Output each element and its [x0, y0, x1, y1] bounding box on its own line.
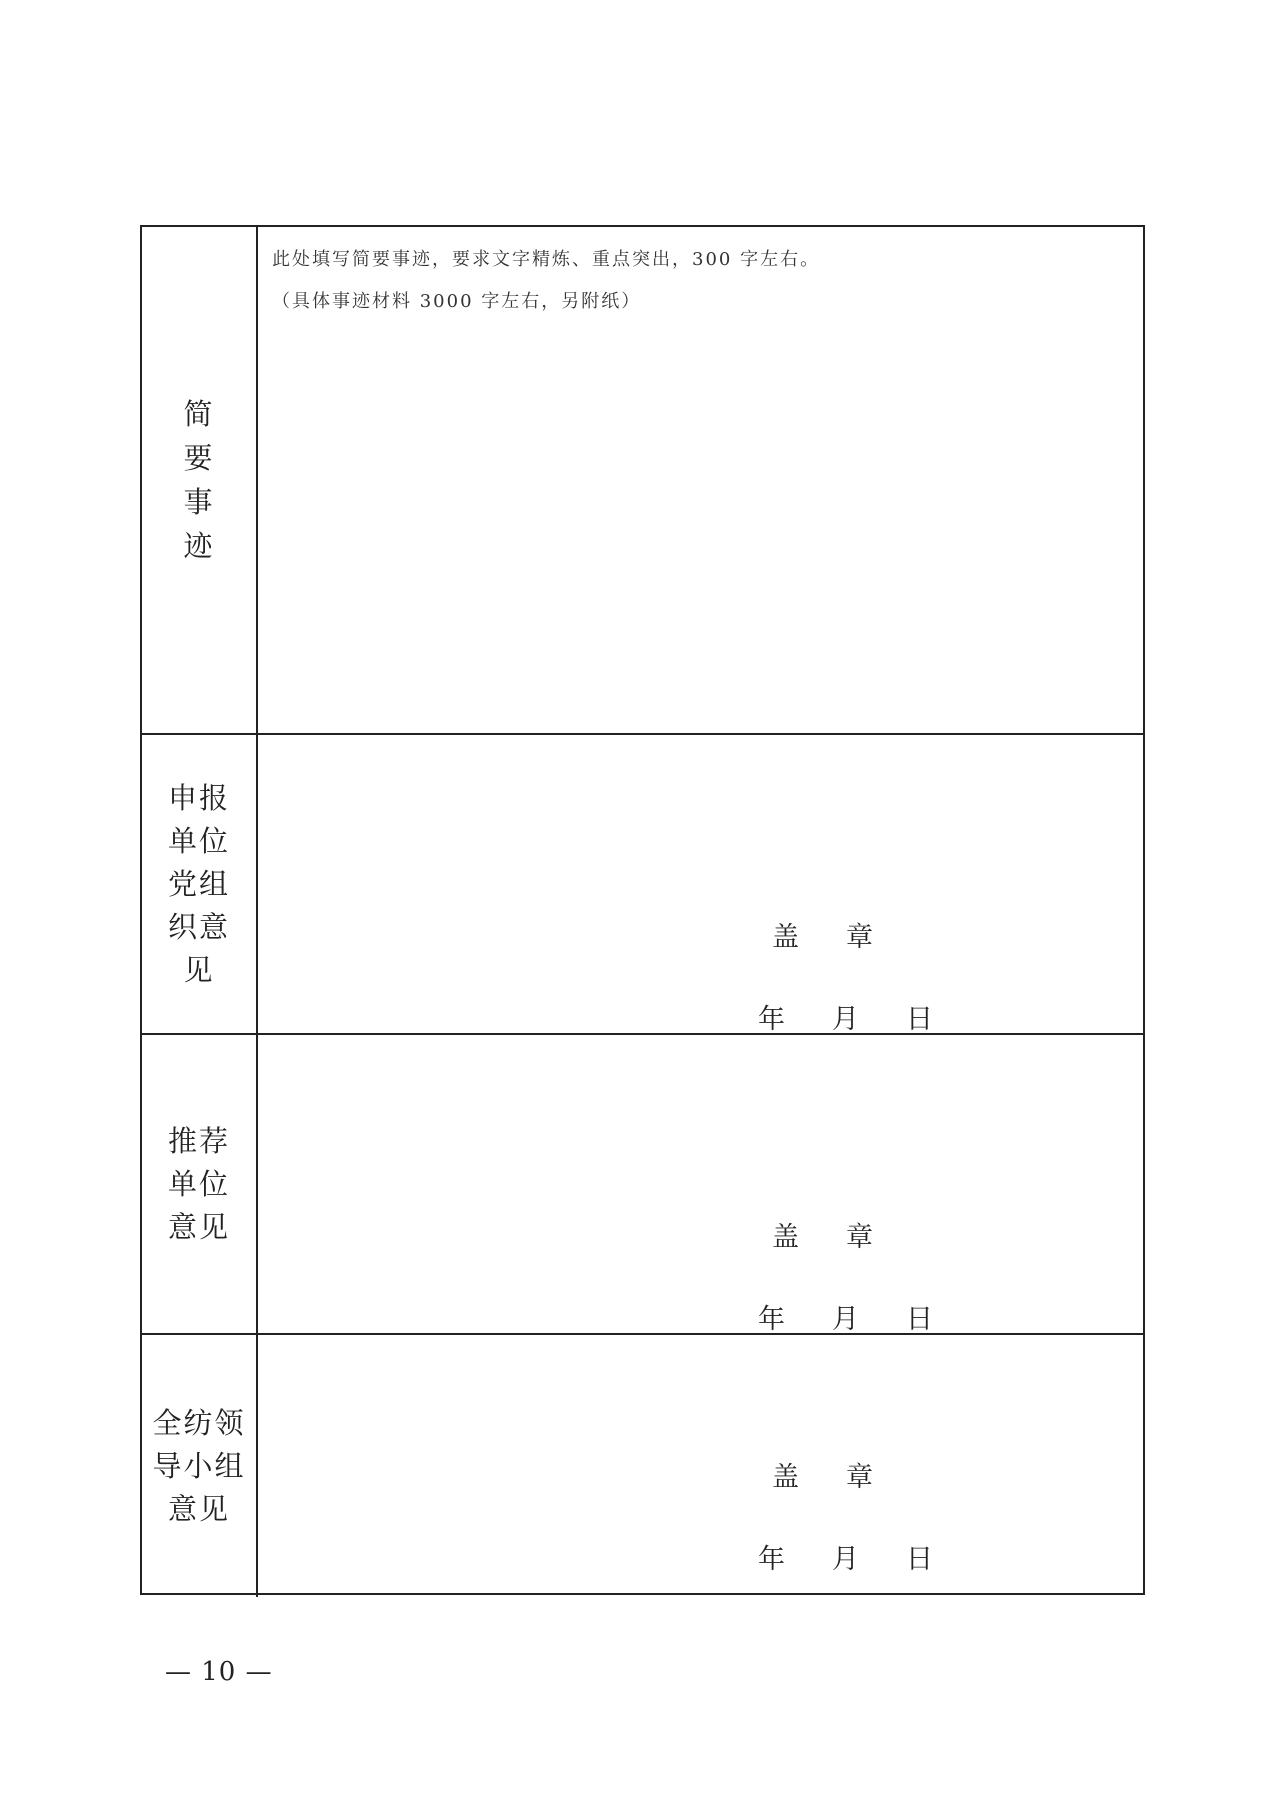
row-applicant-party-opinion	[142, 735, 1143, 1035]
date-day: 日	[906, 1004, 933, 1035]
label-line: 单位	[167, 1166, 230, 1201]
leading-group-opinion-field[interactable]	[258, 1335, 1143, 1597]
label-line: 迹	[183, 529, 215, 563]
label-line: 意见	[167, 1209, 230, 1244]
label-line: 见	[183, 952, 215, 987]
seal-char-zhang: 章	[846, 1222, 873, 1253]
date-year: 年	[758, 1004, 785, 1035]
row-label-brief-deeds	[142, 227, 258, 733]
label-line: 导小组	[152, 1448, 246, 1483]
label-line: 单位	[167, 823, 230, 858]
row-label-leading-group-opinion	[142, 1335, 258, 1597]
date-day: 日	[906, 1544, 933, 1575]
label-line: 意见	[167, 1491, 230, 1526]
date-month: 月	[832, 1304, 859, 1335]
brief-deeds-field[interactable]	[258, 227, 1143, 733]
label-line: 简	[183, 397, 215, 431]
label-line: 织意	[167, 909, 230, 944]
instruction-text: 此处填写简要事迹，要求文字精炼、重点突出，300 字左右。	[272, 249, 821, 270]
date-month: 月	[832, 1004, 859, 1035]
instruction-note: （具体事迹材料 3000 字左右，另附纸）	[272, 291, 642, 312]
recommender-opinion-field[interactable]	[258, 1035, 1143, 1333]
seal-char-gai: 盖	[772, 922, 799, 953]
label-line: 全纺领	[152, 1405, 246, 1440]
date-day: 日	[906, 1304, 933, 1335]
page-number: — 10 —	[165, 1657, 273, 1687]
label-line: 要	[183, 441, 215, 475]
applicant-party-opinion-field[interactable]	[258, 735, 1143, 1033]
label-line: 申报	[167, 780, 230, 815]
seal-char-zhang: 章	[846, 922, 873, 953]
label-line: 推荐	[167, 1123, 230, 1158]
seal-char-gai: 盖	[772, 1462, 799, 1493]
seal-char-gai: 盖	[772, 1222, 799, 1253]
form-table	[140, 225, 1145, 1595]
date-month: 月	[832, 1544, 859, 1575]
label-line: 事	[183, 485, 215, 519]
date-year: 年	[758, 1304, 785, 1335]
row-recommender-opinion	[142, 1035, 1143, 1335]
row-leading-group-opinion	[142, 1335, 1143, 1597]
row-label-recommender-opinion	[142, 1035, 258, 1333]
date-year: 年	[758, 1544, 785, 1575]
row-label-applicant-party-opinion	[142, 735, 258, 1033]
label-line: 党组	[167, 866, 230, 901]
row-brief-deeds	[142, 227, 1143, 735]
seal-char-zhang: 章	[846, 1462, 873, 1493]
